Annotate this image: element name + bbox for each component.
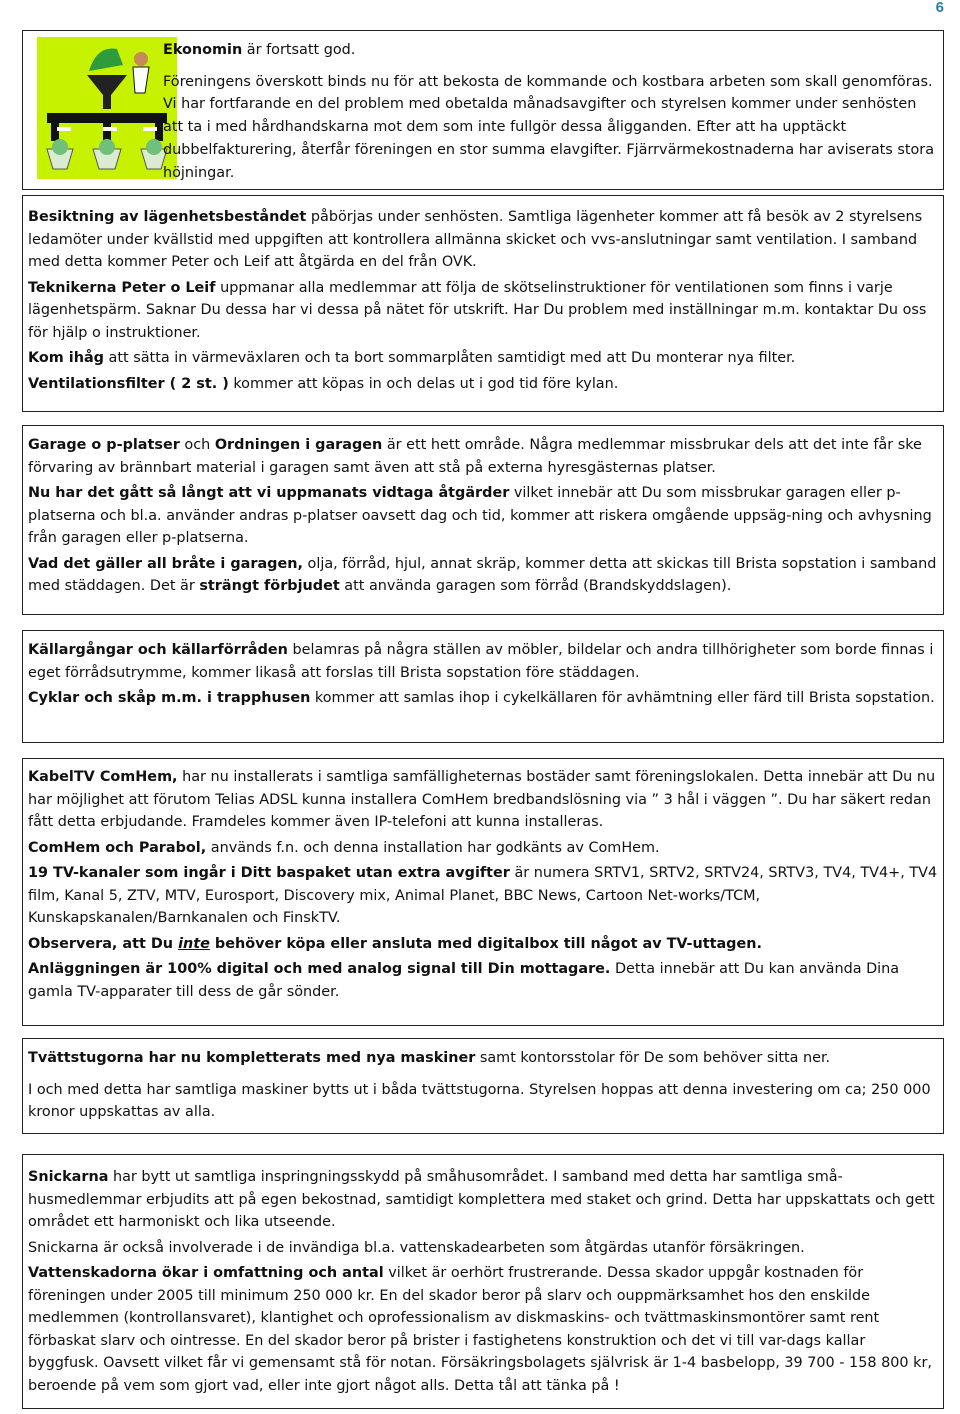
carpentry-box — [22, 1154, 944, 1409]
money-funnel-icon — [37, 37, 177, 179]
cellar-box — [22, 630, 944, 743]
inspection-paragraph-1: Besiktning av lägenhetsbeståndet påbörjas under senhösten. Samtliga lägenheter kommer att få besök av 2 styrelsens ledamöter under kvällstid med uppgiften att kontrollera allmänna skicket och vvs-anslutningar samt ventilation. I samband med detta kommer Peter och Leif att åtgärda en del från OVK. — [28, 209, 923, 270]
garage-box — [22, 425, 944, 615]
tv-box — [22, 758, 944, 1026]
inspection-box — [22, 195, 944, 412]
laundry-paragraph-1: Tvättstugorna har nu kompletterats med nya maskiner samt kontorsstolar för De som behöver sitta ner. — [28, 1050, 831, 1066]
economy-heading-line: Ekonomin är fortsatt god. — [163, 42, 356, 58]
carpentry-paragraph-2: Snickarna är också involverade i de invändiga bl.a. vattenskadearbeten som åtgärdas utanför försäkringen. — [28, 1239, 805, 1256]
page-number: 6 — [935, 0, 944, 16]
tv-paragraph-1: KabelTV ComHem, har nu installerats i samtliga samfälligheternas bostäder samt föreningslokalen. Detta innebär att Du nu har möjlighet att förutom Telias ADSL kunna installera ComHem bredbandslösning via ” 3 hål i väggen ”. Du har säkert redan fått detta erbjudande. Framdeles kommer även IP-telefoni att kunna installeras. — [28, 769, 936, 830]
laundry-box — [22, 1038, 944, 1134]
laundry-paragraph-2: I och med detta har samtliga maskiner bytts ut i båda tvättstugorna. Styrelsen hoppas att denna investering om ca; 250 000 kronor uppskattas av alla. — [28, 1081, 931, 1120]
economy-box — [22, 30, 944, 190]
economy-heading: Ekonomin — [163, 42, 243, 58]
tv-paragraph-2: ComHem och Parabol, används f.n. och denna installation har godkänts av ComHem. — [28, 839, 660, 856]
inspection-paragraph-3: Kom ihåg att sätta in värmeväxlaren och ta bort sommarplåten samtidigt med att Du monterar nya filter. — [28, 350, 796, 366]
garage-paragraph-2: Nu har det gått så långt att vi uppmanats vidtaga åtgärder vilket innebär att Du som missbrukar garagen eller p-platserna och bl.a. använder andras p-platser oavsett dag och tid, kommer att riskera omgående uppsäg-ning och avhysning från garagen eller p-platserna. — [28, 485, 932, 546]
tv-paragraph-4: Observera, att Du inte behöver köpa eller ansluta med digitalbox till något av TV-uttagen. — [28, 935, 762, 952]
cellar-paragraph-1: Källargångar och källarförråden belamras på några ställen av möbler, bildelar och andra tillhörigheter som borde finnas i eget förrådsutrymme, kommer likaså att forslas till Brista sopstation före städdagen. — [28, 642, 934, 681]
cellar-paragraph-2: Cyklar och skåp m.m. i trapphusen kommer att samlas ihop i cykelkällaren för avhämtning eller färd till Brista sopstation. — [28, 690, 935, 706]
garage-paragraph-1: Garage o p-platser och Ordningen i garagen är ett hett område. Några medlemmar missbrukar dels att det inte får ske förvaring av brännbart material i garagen samt även att stå på externa hyresgästernas platser. — [28, 437, 922, 476]
inspection-paragraph-4: Ventilationsfilter ( 2 st. ) kommer att köpas in och delas ut i god tid före kylan. — [28, 375, 619, 392]
carpentry-paragraph-1: Snickarna har bytt ut samtliga inspringningsskydd på småhusområdet. I samband med detta har samtliga små-husmedlemmar erbjudits att på egen bekostnad, samtidigt komplettera med staket och grind. Detta har uppskattats och gett området ett harmoniskt och lika utseende. — [28, 1169, 935, 1230]
garage-paragraph-3: Vad det gäller all bråte i garagen, olja, förråd, hjul, annat skräp, kommer detta att skickas till Brista sopstation i samband med städdagen. Det är strängt förbjudet att använda garagen som förråd (Brandskyddslagen). — [28, 555, 937, 594]
economy-paragraph: Föreningens överskott binds nu för att bekosta de kommande och kostbara arbeten som skall genomföras. Vi har fortfarande en del problem med obetalda månadsavgifter och styrelsen kommer under senhösten att ta i med hårdhandskarna mot dem som inte fullgör dessa åligganden. Efter att ha upptäckt dubbelfakturering, återfår föreningen en stor summa elavgifter. Fjärrvärmekostnaderna har aviserats stora höjningar. — [163, 73, 935, 181]
inspection-paragraph-2: Teknikerna Peter o Leif uppmanar alla medlemmar att följa de skötselinstruktioner för ventilationen som finns i varje lägenhetspärm. Saknar Du dessa har vi dessa på nätet för utskrift. Har Du problem med inställningar m.m. kontaktar Du oss för hjälp o instruktioner. — [28, 279, 927, 341]
tv-paragraph-3: 19 TV-kanaler som ingår i Ditt baspaket utan extra avgifter är numera SRTV1, SRTV2, SRTV24, SRTV3, TV4, TV4+, TV4 film, Kanal 5, ZTV, MTV, Eurosport, Discovery mix, Animal Planet, BBC News, Cartoon Net-works/TCM, Kunskapskanalen/Barnkanalen och FinskTV. — [28, 865, 938, 926]
tv-paragraph-5: Anläggningen är 100% digital och med analog signal till Din mottagare. Detta innebär att Du kan använda Dina gamla TV-apparater till dess de går sönder. — [28, 961, 900, 1000]
carpentry-paragraph-3: Vattenskadorna ökar i omfattning och antal vilket är oerhört frustrerande. Dessa skador uppgår kostnaden för föreningen under 2005 till minimum 250 000 kr. En del skador beror på slarv och ouppmärksamhet hos den enskilde medlemmen (kontrollansvaret), klantighet och oprofessionalism av diskmaskins- och tvättmaskinsmontörer samt rent förbaskat slarv och ointresse. En del skador beror på brister i fastighetens konstruktion och det vi till var-dags kallar byggfusk. Oavsett vilket får vi gemensamt stå för notan. Försäkringsbolagets självrisk är 1-4 basbelopp, 39 700 - 158 800 kr, beroende på vem som gjort vad, eller inte gjort något alls. Detta tål att tänka på ! — [28, 1265, 932, 1394]
